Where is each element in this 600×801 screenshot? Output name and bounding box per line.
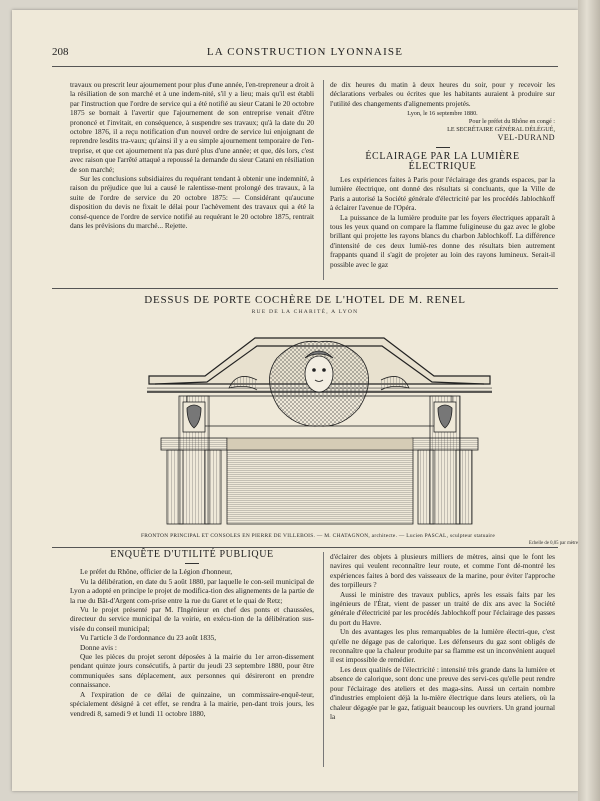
figure-top-rule <box>52 288 558 289</box>
paragraph: de dix heures du matin à deux heures du soir, pour y recevoir les déclarations verbales ou écrites que les habitants auraient à produire sur l'utilité des changements d'alignements projetés. <box>330 80 555 108</box>
paragraph: A l'expiration de ce délai de quinzaine, un commissaire-enquê-teur, spécialement désigné à cet effet, se rendra à la mairie, pen-dant trois jours, les vendredi 8, samedi 9 et lundi 11 octobre 1880, <box>70 689 314 718</box>
signature-block <box>330 110 555 142</box>
left-console <box>161 396 227 524</box>
page-header <box>52 46 558 62</box>
date-line: Lyon, le 16 septembre 1880. <box>407 110 478 118</box>
binding-edge <box>578 0 600 801</box>
left-column-top <box>70 80 314 231</box>
paragraph: Vu la délibération, en date du 5 août 1880, par laquelle le con-seil municipal de Lyon a adopté en principe le projet de modifica-tion des alignements de la partie de la rue du Bât-d'Argent com-prise entre la rue du Garet et le quai de Retz; <box>70 576 314 605</box>
paragraph: Aussi le ministre des travaux publics, après les essais faits par les ingénieurs de l'État, vient de passer un traité de dix ans avec la Société générale d'électricité par les procédés Jablochkoff pour l'éclairage des passes du port du Havre. <box>330 589 555 627</box>
paragraph: Que les pièces du projet seront déposées à la mairie du 1er arron-dissement pendant quinze jours consécutifs, à partir du jeudi 23 septembre 1880, pour être communiquées sans déplacement, aux personnes qui désireront en prendre connaissance. <box>70 652 314 690</box>
figure-title: DESSUS DE PORTE COCHÈRE DE L'HOTEL DE M. RENEL <box>144 294 466 306</box>
signature-line: Pour le préfet du Rhône en congé : <box>468 118 555 126</box>
section-heading: ÉCLAIRAGE PAR LA LUMIÈRE ÉLECTRIQUE <box>365 151 520 172</box>
door-opening <box>227 450 413 524</box>
signature-title: LE SECRÉTAIRE GÉNÉRAL DÉLÉGUÉ, <box>447 126 555 134</box>
right-console <box>412 396 478 524</box>
separator <box>185 563 199 564</box>
paragraph: Les expériences faites à Paris pour l'éclairage des grands espaces, par la lumière électrique, ont donné des résultats si concluants, que la Ville de Paris a autorisé la Société générale d'électricité par les procédés Jablochkoff à éclairer l'avenue de l'Opéra. <box>330 175 555 213</box>
paragraph: d'éclairer des objets à plusieurs milliers de mètres, ainsi que le font les navires qui veulent reconnaître leur route, et comme l'ont dé-montré les expériences faites à bord des vaisseaux de la marine, pour éviter l'approche des torpilleurs ? <box>330 552 555 590</box>
left-column-bottom <box>70 550 314 718</box>
page-number: 208 <box>52 46 69 58</box>
paragraph: La puissance de la lumière produite par les foyers électriques apparaît à tous les yeux quand on compare la flamme fuligineuse du gaz avec le globe brillant qui projette les rayons blancs du charbon Jablochkoff. La différence d'intensité de ces deux lumiè-res donne des résultats bien autrement frappants quand il s'agit de projeter au loin des rayons lumineux. Serait-il possible avec le gaz <box>330 212 555 269</box>
journal-title: LA CONSTRUCTION LYONNAISE <box>206 46 404 58</box>
figure-bottom-rule <box>52 547 558 548</box>
paragraph: Un des avantages les plus remarquables de la lumière électri-que, c'est qu'elle ne dégage pas de calorique. Les défenseurs du gaz sont obligés de reconnaître que la chaleur produite par sa flamme est un inconvénient auquel il est impossible de remédier. <box>330 627 555 665</box>
column-divider <box>323 80 324 280</box>
header-rule <box>52 66 558 67</box>
figure-scale: Echelle de 0,05 par mètre <box>528 541 578 546</box>
section-heading: ENQUÊTE D'UTILITÉ PUBLIQUE <box>110 549 274 560</box>
separator <box>436 147 450 148</box>
column-divider <box>323 552 324 767</box>
figure-subtitle: RUE DE LA CHARITÉ, A LYON <box>251 309 359 315</box>
engraving-illustration <box>147 318 492 525</box>
right-column-bottom <box>330 552 555 721</box>
paragraph: Les deux qualités de l'électricité : intensité très grande dans la lumière et absence de calorique, sont donc une preuve des servi-ces qu'elle peut rendre pour l'éclairage des ateliers et des maga-sins. Aussi un certain nombre d'industries emploient déjà la lu-mière électrique dans leurs ateliers, où la chaleur dégagée par le gaz, fatiguait beaucoup les ouvriers. Un grand journal la <box>330 664 555 721</box>
right-column-top <box>330 80 555 269</box>
figure-caption: FRONTON PRINCIPAL ET CONSOLES EN PIERRE DE VILLEBOIS. — M. CHATAGNON, architecte. — Lucien PASCAL, sculpteur statuaire <box>140 533 496 539</box>
paragraph: Vu le projet présenté par M. l'Ingénieur en chef des ponts et chaussées, directeur du service municipal de la voirie, en exécu-tion de la délibération sus-visée du conseil municipal; <box>70 605 314 633</box>
paragraph: Vu l'article 3 de l'ordonnance du 23 août 1835, <box>80 633 217 643</box>
signature-name: VEL-DURAND <box>497 133 555 143</box>
paragraph: Donne avis : <box>80 642 117 652</box>
paragraph: Le préfet du Rhône, officier de la Légion d'honneur, <box>80 567 233 577</box>
paragraph: travaux ou prescrit leur ajournement pour plus d'une année, l'en-trepreneur a droit à la résiliation de son marché et à une indem-nité, s'il y a lieu; mais qu'il est établi par l'instruction que l'ordre de service qui a été notifié au sieur Catani le 20 octobre 1875 se bornait à l'avertir que l'ajournement de son entreprise venait d'être prononcé et l'invitait, en conséquence, à suspendre ses travaux; qu'à la date du 20 octobre 1876, il a reçu notification d'un nouvel ordre de service lui enjoignant de reprendre lesdits tra-vaux; qu'ainsi il y a eu simple ajournement temporaire de l'en-treprise, et que cet ajournement n'a pas duré plus d'une année; et que, dès lors, c'est avec raison que l'arrêté attaqué a repoussé la demande du sieur Catani en résiliation de son marché; <box>70 80 314 174</box>
paragraph: Sur les conclusions subsidiaires du requérant tendant à obtenir une indemnité, à raison du préjudice que lui a causé le ralentisse-ment prolongé des travaux, à la suite de l'ordre de service du 20 octobre 1875: — Considérant qu'aucune disposition du devis ne fixait le délai pour l'achèvement des travaux qui a été la consé-quence de l'ordre de service notifié au requérant le 20 octobre 1875, rentrait dans les prévisions du marché... Rejette. <box>70 174 314 231</box>
